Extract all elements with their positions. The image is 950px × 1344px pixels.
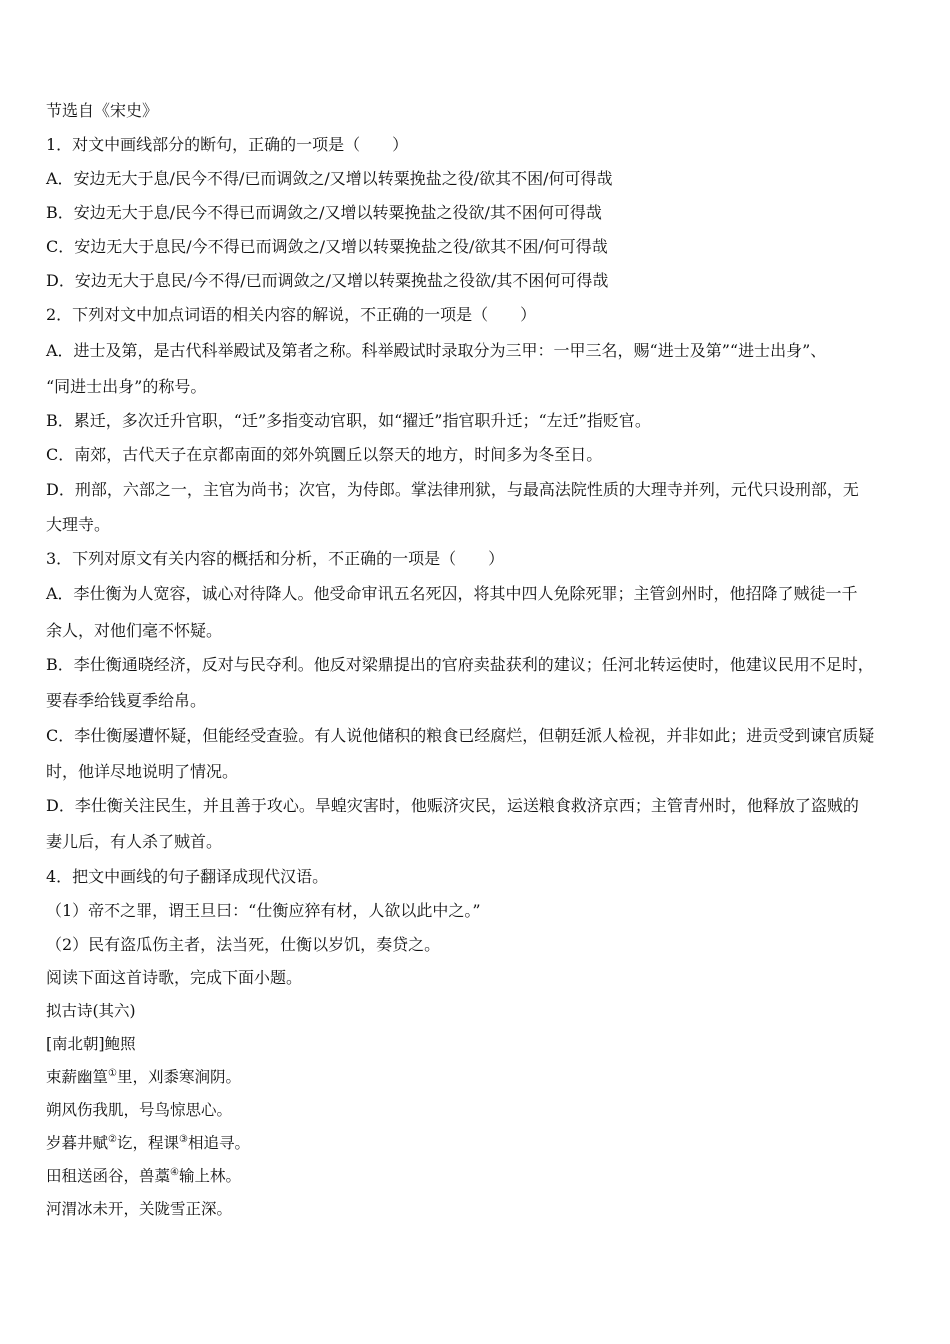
question-2-option-a-line2: “同进士出身”的称号。 xyxy=(46,377,207,396)
question-1-option-b: B．安边无大于息/民今不得已而调敛之/又增以转粟挽盐之役欲/其不困何可得哉 xyxy=(46,203,602,222)
poem-line-3: 岁暮井赋②讫，程课③相追寻。 xyxy=(46,1133,250,1152)
question-3-option-c-line2: 时，他详尽地说明了情况。 xyxy=(46,762,239,781)
question-3-option-a-line2: 余人，对他们毫不怀疑。 xyxy=(46,621,223,640)
poem-line-2: 朔风伤我肌，号鸟惊思心。 xyxy=(46,1101,233,1119)
poem-line-1: 束薪幽篁①里，刈黍寒涧阴。 xyxy=(46,1067,241,1086)
poem-line-5: 河渭冰未开，关陇雪正深。 xyxy=(46,1200,233,1218)
question-3-option-b-line2: 要春季给钱夏季给帛。 xyxy=(46,691,207,710)
question-2-option-a-line1: A．进士及第，是古代科举殿试及第者之称。科举殿试时录取分为三甲：一甲三名，赐“进士及第”“进士出身”、 xyxy=(46,341,827,360)
question-3-stem: 3．下列对原文有关内容的概括和分析，不正确的一项是（ ） xyxy=(46,549,505,568)
question-1-option-d: D．安边无大于息民/今不得/已而调敛之/又增以转粟挽盐之役欲/其不困何可得哉 xyxy=(46,271,609,290)
question-3-option-c-line1: C．李仕衡屡遭怀疑，但能经受查验。有人说他储积的粮食已经腐烂，但朝廷派人检视，并非如此；进贡受到谏官质疑 xyxy=(46,726,875,745)
question-4-stem: 4．把文中画线的句子翻译成现代汉语。 xyxy=(46,867,329,886)
footnote-marker: ② xyxy=(108,1133,117,1145)
question-4-sentence-2: （2）民有盗瓜伤主者，法当死，仕衡以岁饥，奏贷之。 xyxy=(46,935,441,954)
question-2-option-c: C．南郊，古代天子在京都南面的郊外筑圜丘以祭天的地方，时间多为冬至日。 xyxy=(46,445,603,464)
poem-title: 拟古诗(其六) xyxy=(46,1002,136,1020)
question-1-option-c: C．安边无大于息民/今不得已而调敛之/又增以转粟挽盐之役/欲其不困/何可得哉 xyxy=(46,237,608,256)
source-line: 节选自《宋史》 xyxy=(46,101,159,120)
footnote-marker: ③ xyxy=(179,1133,188,1145)
question-2-option-b: B．累迁，多次迁升官职，“迁”多指变动官职，如“擢迁”指官职升迁；“左迁”指贬官。 xyxy=(46,411,651,430)
question-2-option-d-line2: 大理寺。 xyxy=(46,515,111,534)
question-3-option-d-line2: 妻儿后，有人杀了贼首。 xyxy=(46,832,223,851)
question-3-option-b-line1: B．李仕衡通晓经济，反对与民夺利。他反对梁鼎提出的官府卖盐获利的建议；任河北转运使时，他建议民用不足时， xyxy=(46,655,874,674)
poem-line-4: 田租送函谷，兽藁④输上林。 xyxy=(46,1166,241,1185)
question-1-option-a: A．安边无大于息/民今不得/已而调敛之/又增以转粟挽盐之役/欲其不困/何可得哉 xyxy=(46,169,613,188)
footnote-marker: ① xyxy=(108,1067,117,1079)
question-2-option-d-line1: D．刑部，六部之一，主官为尚书；次官，为侍郎。掌法律刑狱，与最高法院性质的大理寺并列，元代只设刑部，无 xyxy=(46,480,859,499)
question-1-stem: 1．对文中画线部分的断句，正确的一项是（ ） xyxy=(46,135,409,154)
question-3-option-d-line1: D．李仕衡关注民生，并且善于攻心。旱蝗灾害时，他赈济灾民，运送粮食救济京西；主管青州时，他释放了盗贼的 xyxy=(46,796,859,815)
question-3-option-a-line1: A．李仕衡为人宽容，诚心对待降人。他受命审讯五名死囚，将其中四人免除死罪；主管剑州时，他招降了贼徒一千 xyxy=(46,584,858,603)
poem-author: [南北朝]鲍照 xyxy=(46,1035,136,1053)
question-4-sentence-1: （1）帝不之罪，谓王旦曰：“仕衡应猝有材，人欲以此中之。” xyxy=(46,901,481,920)
question-2-stem: 2．下列对文中加点词语的相关内容的解说，不正确的一项是（ ） xyxy=(46,305,537,324)
footnote-marker: ④ xyxy=(170,1166,179,1178)
poem-instruction: 阅读下面这首诗歌，完成下面小题。 xyxy=(46,968,303,987)
